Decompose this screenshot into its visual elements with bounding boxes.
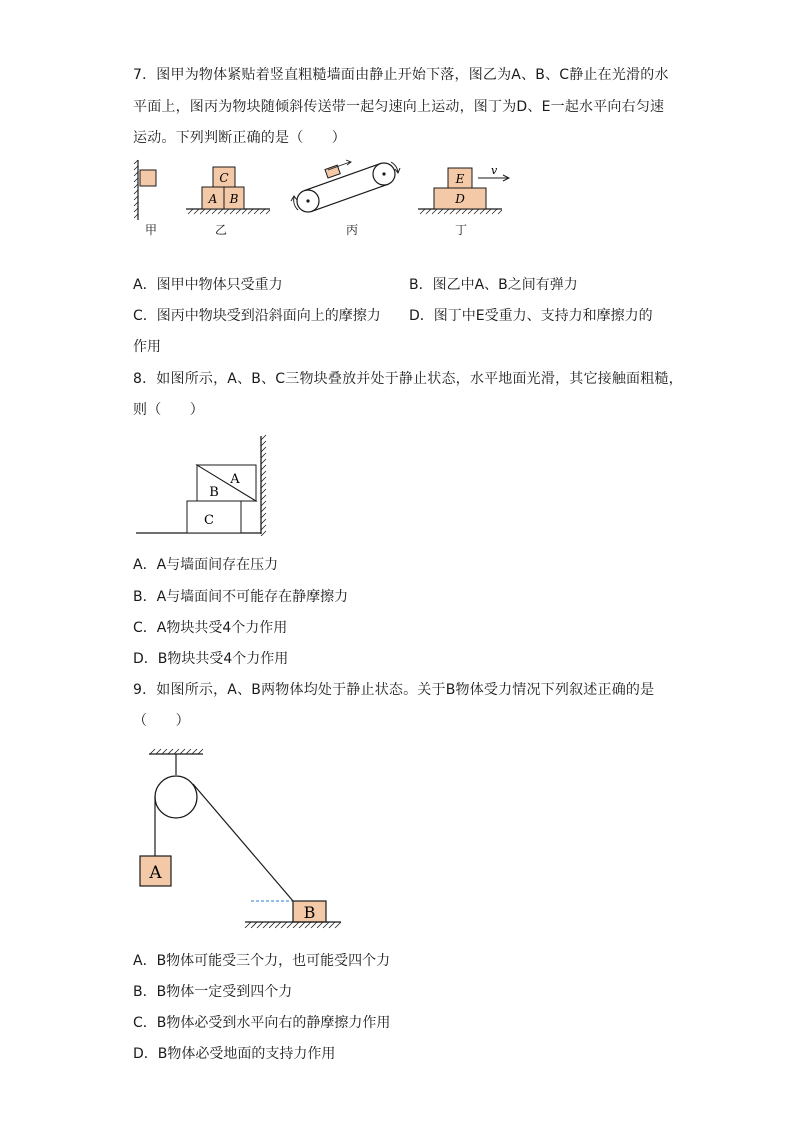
q9-option-c[interactable]: C．B物体必受到水平向右的静摩擦力作用 (133, 1015, 391, 1031)
fig-label-bing: 丙 (346, 223, 359, 237)
block-b-label: B (229, 192, 239, 206)
q8-option-b[interactable]: B．A与墙面间不可能存在静摩擦力 (133, 589, 349, 605)
q7-option-a[interactable]: A．图甲中物体只受重力 (133, 277, 283, 293)
q7-stem-line-1: 7．图甲为物体紧贴着竖直粗糙墙面由静止开始下落，图乙为A、B、C静止在光滑的水 (133, 67, 669, 83)
q9-figure (135, 742, 350, 937)
q7-figures (128, 152, 528, 244)
fig-label-yi: 乙 (215, 223, 228, 237)
q8-stem-line-2: 则（ ） (133, 402, 204, 418)
q7-stem-line-2: 平面上，图丙为物块随倾斜传送带一起匀速向上运动，图丁为D、E一起水平向右匀速 (133, 99, 665, 115)
q9-stem-line-1: 9．如图所示，A、B两物体均处于静止状态。关于B物体受力情况下列叙述正确的是 (133, 682, 655, 698)
q7-option-c[interactable]: C．图丙中物块受到沿斜面向上的摩擦力 (133, 308, 381, 324)
q7-option-b[interactable]: B．图乙中A、B之间有弹力 (409, 277, 578, 293)
q9-option-d[interactable]: D．B物体必受地面的支持力作用 (133, 1046, 336, 1062)
q8-option-d[interactable]: D．B物块共受4个力作用 (133, 651, 289, 667)
q9-stem-line-2: （ ） (133, 713, 190, 729)
fig-label-ding: 丁 (455, 223, 468, 237)
q9-option-a[interactable]: A．B物体可能受三个力，也可能受四个力 (133, 953, 391, 969)
block-c-label: C (204, 513, 214, 528)
figure-ding (418, 164, 509, 214)
q8-option-c[interactable]: C．A物块共受4个力作用 (133, 620, 288, 636)
block-d-label: D (455, 192, 465, 206)
block-a-label: A (149, 863, 162, 883)
figure-jia (134, 160, 156, 220)
q7-stem-line-3: 运动。下列判断正确的是（ ） (133, 130, 346, 146)
fig-label-jia: 甲 (145, 223, 158, 237)
block-a-label: A (208, 192, 218, 206)
q9-option-b[interactable]: B．B物体一定受到四个力 (133, 984, 293, 1000)
q7-option-d[interactable]: D．图丁中E受重力、支持力和摩擦力的 (409, 308, 653, 324)
figure-bing (291, 160, 400, 212)
figure-yi (186, 167, 270, 214)
block-b-label: B (209, 485, 219, 500)
velocity-label: v (491, 164, 498, 177)
q7-option-d-continued: 作用 (133, 339, 161, 355)
block-e-label: E (455, 172, 465, 186)
q8-figure (130, 432, 275, 544)
block-a-label: A (230, 472, 240, 487)
q8-option-a[interactable]: A．A与墙面间存在压力 (133, 557, 279, 573)
block-b-label: B (303, 903, 316, 922)
block-c-label: C (219, 171, 229, 185)
q8-stem-line-1: 8．如图所示，A、B、C三物块叠放并处于静止状态，水平地面光滑，其它接触面粗糙， (133, 371, 683, 387)
